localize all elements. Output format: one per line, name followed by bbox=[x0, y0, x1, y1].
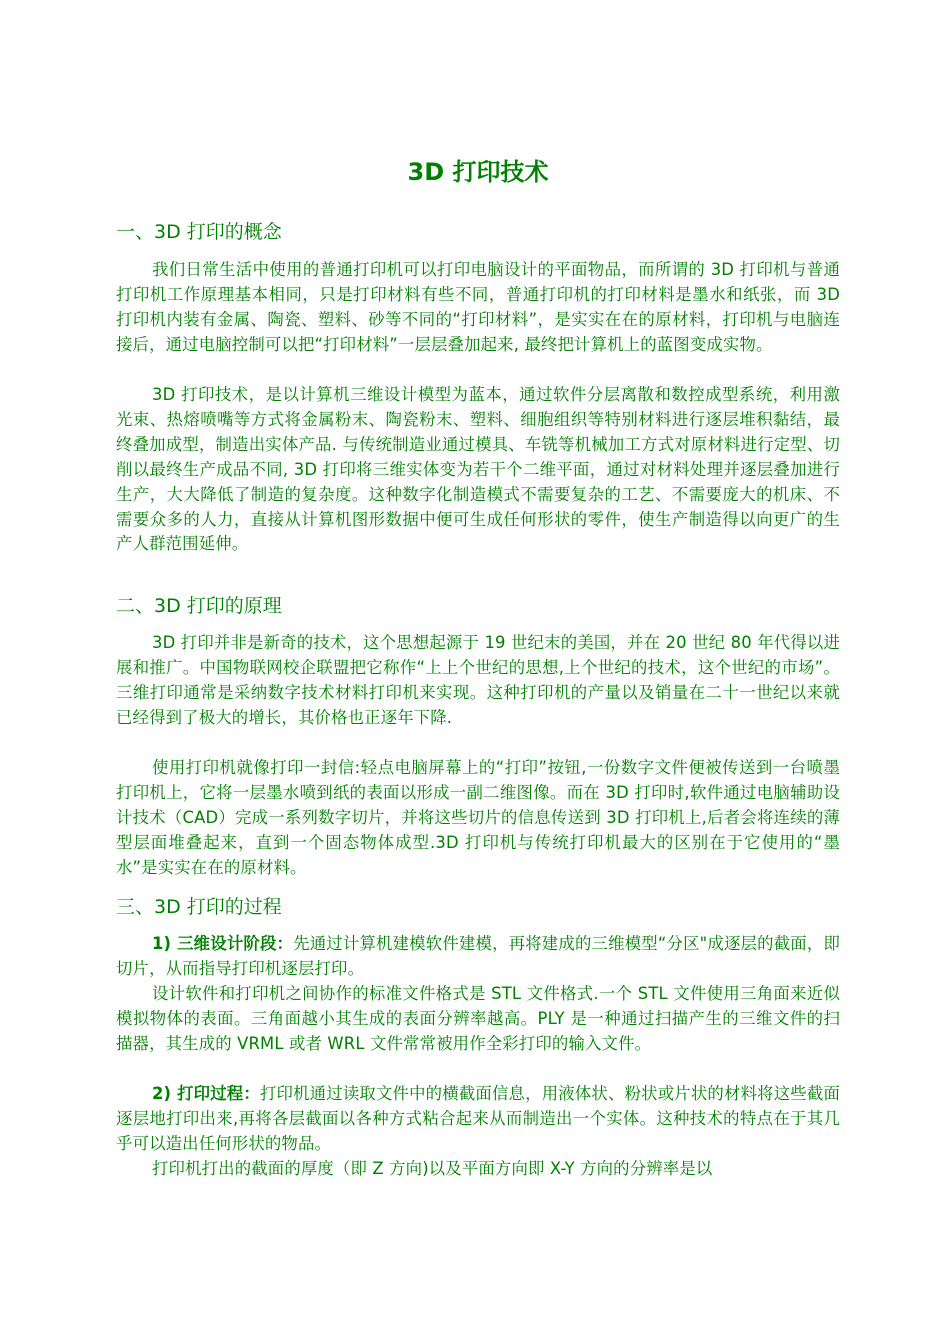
paragraph-concept-1: 我们日常生活中使用的普通打印机可以打印电脑设计的平面物品，而所谓的 3D 打印机与普通打印机工作原理基本相同，只是打印材料有些不同，普通打印机的打印材料是墨水和纸张，而 3D 打印机内装有金属、陶瓷、塑料、砂等不同的“打印材料”，是实实在在的原材料，打印机与电脑连接后，通过电脑控制可以把“打印材料”一层层叠加起来, 最终把计算机上的蓝图变成实物。 bbox=[116, 260, 840, 354]
section-heading-process: 三、3D 打印的过程 bbox=[116, 896, 282, 918]
section-heading-principle: 二、3D 打印的原理 bbox=[116, 595, 282, 617]
page-title: 3D 打印技术 bbox=[407, 158, 549, 186]
process-step-text-design: 先通过计算机建模软件建模，再将建成的三维模型“分区"成逐层的截面，即切片，从而指导打印机逐层打印。 bbox=[116, 934, 840, 978]
process-step-label-printing: 2) 打印过程： bbox=[152, 1084, 260, 1103]
process-step-label-design: 1) 三维设计阶段： bbox=[152, 934, 294, 953]
paragraph-concept-2: 3D 打印技术，是以计算机三维设计模型为蓝本，通过软件分层离散和数控成型系统，利用激光束、热熔喷嘴等方式将金属粉末、陶瓷粉末、塑料、细胞组织等特别材料进行逐层堆积黏结，最终叠加成型，制造出实体产品. 与传统制造业通过模具、车铣等机械加工方式对原材料进行定型、切削以最终生产成品不同, 3D 打印将三维实体变为若干个二维平面，通过对材料处理并逐层叠加进行生产，大大降低了制造的复杂度。这种数字化制造模式不需要复杂的工艺、不需要庞大的机床、不需要众多的人力，直接从计算机图形数据中便可生成任何形状的零件，使生产制造得以向更广的生产人群范围延伸。 bbox=[116, 385, 840, 554]
paragraph-process-printing bbox=[116, 1082, 840, 1157]
process-step-text-printing: 打印机通过读取文件中的横截面信息，用液体状、粉状或片状的材料将这些截面逐层地打印出来,再将各层截面以各种方式粘合起来从而制造出一个实体。这种技术的特点在于其几乎可以造出任何形状的物品。 bbox=[116, 1084, 840, 1153]
paragraph-principle-1: 3D 打印并非是新奇的技术，这个思想起源于 19 世纪末的美国，并在 20 世纪 80 年代得以进展和推广。中国物联网校企联盟把它称作“上上个世纪的思想,上个世纪的技术，这个世纪的市场”。三维打印通常是采纳数字技术材料打印机来实现。这种打印机的产量以及销量在二十一世纪以来就已经得到了极大的增长，其价格也正逐年下降. bbox=[116, 633, 840, 727]
paragraph-process-stl: 设计软件和打印机之间协作的标准文件格式是 STL 文件格式.一个 STL 文件使用三角面来近似模拟物体的表面。三角面越小其生成的表面分辨率越高。PLY 是一种通过扫描产生的三维文件的扫描器，其生成的 VRML 或者 WRL 文件常常被用作全彩打印的输入文件。 bbox=[116, 984, 840, 1053]
paragraph-principle-2: 使用打印机就像打印一封信:轻点电脑屏幕上的“打印”按钮,一份数字文件便被传送到一台喷墨打印机上，它将一层墨水喷到纸的表面以形成一副二维图像。而在 3D 打印时,软件通过电脑辅助设计技术（CAD）完成一系列数字切片，并将这些切片的信息传送到 3D 打印机上,后者会将连续的薄型层面堆叠起来，直到一个固态物体成型.3D 打印机与传统打印机最大的区别在于它使用的“墨水”是实实在在的原材料。 bbox=[116, 758, 840, 877]
section-heading-concept: 一、3D 打印的概念 bbox=[116, 221, 282, 243]
paragraph-process-design bbox=[116, 932, 840, 982]
paragraph-process-resolution: 打印机打出的截面的厚度（即 Z 方向)以及平面方向即 X-Y 方向的分辨率是以 bbox=[152, 1159, 713, 1178]
